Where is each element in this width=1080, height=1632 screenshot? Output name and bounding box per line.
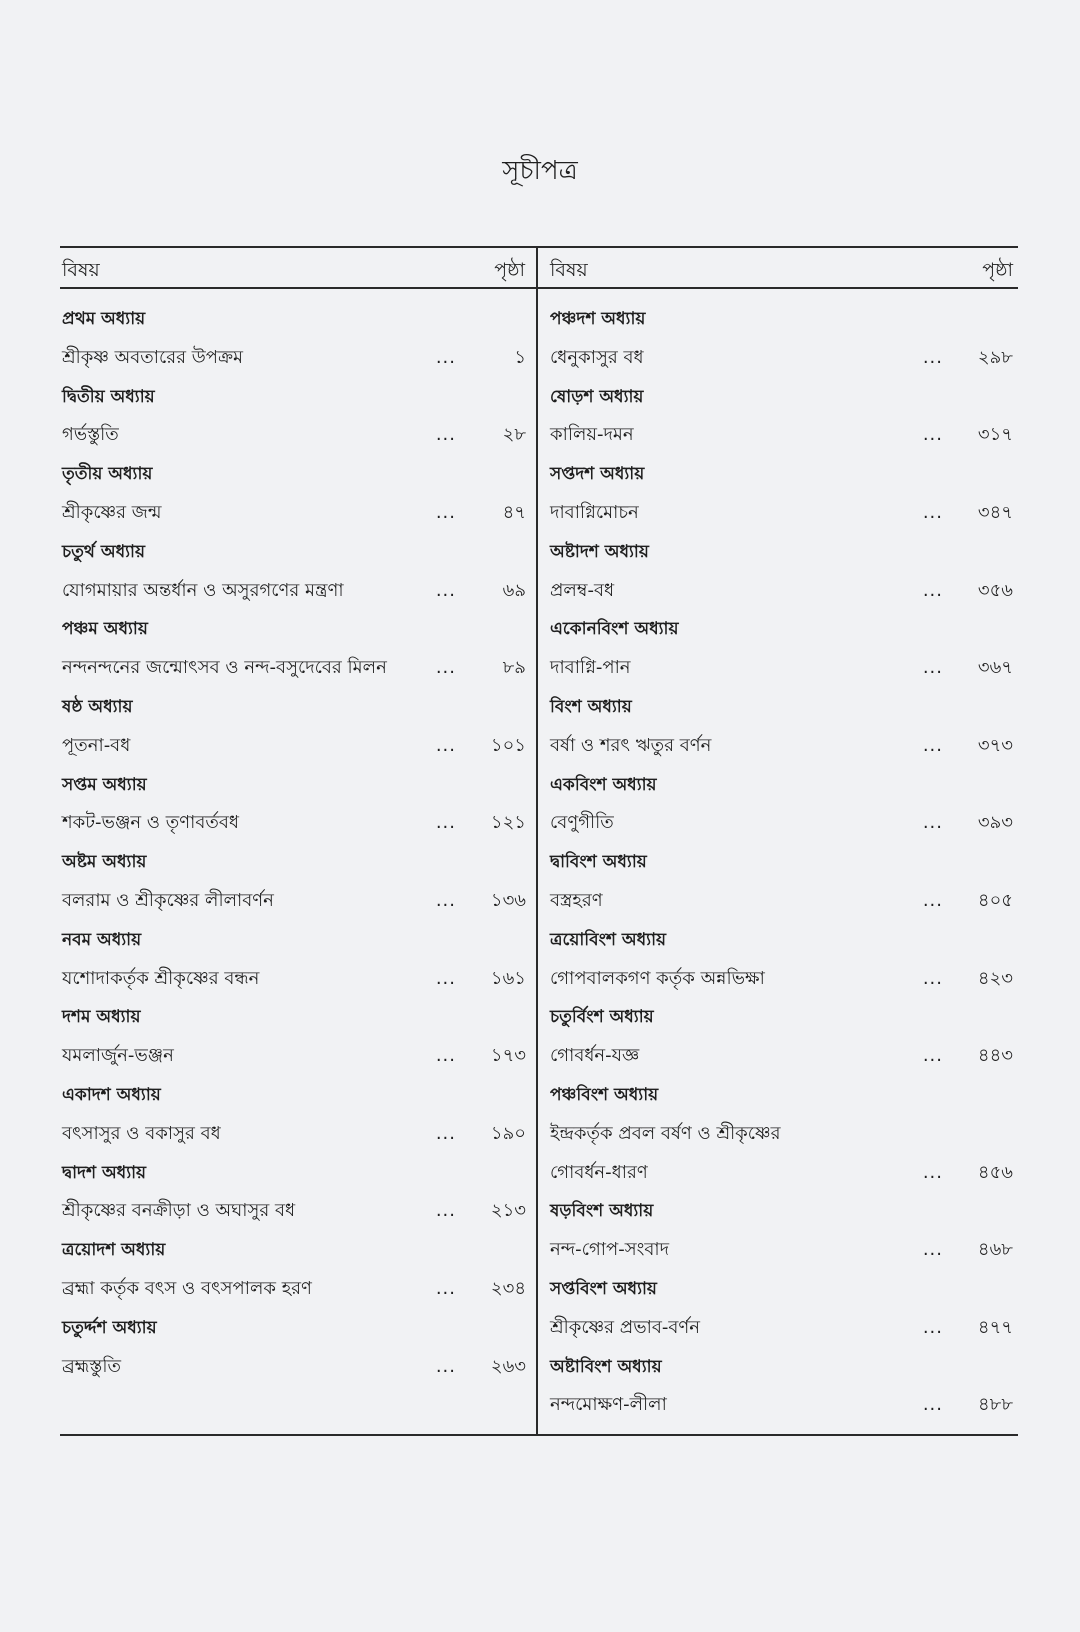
page-number: ৩১৭ [977, 424, 1013, 446]
leader-dots: ... [435, 812, 456, 834]
entry-title: শ্রীকৃষ্ণ অবতারের উপক্রম [62, 346, 244, 368]
entry-title: দাবাগ্নিমোচন [550, 501, 639, 523]
toc-entry [62, 804, 526, 843]
toc-entry [550, 960, 1013, 999]
page-title: সূচীপত্র [502, 156, 578, 186]
page-number: ৪৭ [502, 501, 526, 523]
left-header-subject: বিষয় [62, 259, 100, 281]
leader-dots: ... [435, 501, 456, 523]
toc-entry [550, 1037, 1013, 1076]
leader-dots: ... [435, 889, 456, 911]
leader-dots: ... [435, 579, 456, 601]
entry-title: শ্রীকৃষ্ণের জন্ম [62, 501, 162, 523]
chapter-heading: অষ্টাদশ অধ্যায় [550, 541, 649, 562]
chapter-heading: নবম অধ্যায় [62, 929, 142, 950]
page-number: ১০১ [490, 734, 526, 756]
toc-entry [62, 416, 526, 455]
toc-entry [550, 804, 1013, 843]
chapter-heading: ষোড়শ অধ্যায় [550, 386, 644, 407]
toc-entry [62, 649, 526, 688]
chapter-heading: পঞ্চদশ অধ্যায় [550, 309, 646, 329]
entry-title: গোবর্ধন-ধারণ [550, 1161, 648, 1183]
toc-entry [62, 339, 526, 378]
toc-entry [62, 727, 526, 766]
chapter-heading: একবিংশ অধ্যায় [550, 774, 657, 795]
toc-entry [550, 339, 1013, 378]
entry-title: শকট-ভঞ্জন ও তৃণাবর্তবধ [62, 812, 240, 834]
column-divider [536, 246, 538, 1436]
page-number: ২৬৩ [490, 1355, 526, 1377]
chapter-heading: ত্রয়োদশ অধ্যায় [62, 1240, 166, 1261]
leader-dots: ... [435, 424, 456, 446]
entry-title: নন্দনন্দনের জন্মোৎসব ও নন্দ-বসুদেবের মিলন [62, 657, 387, 679]
page-number: ৪৪৩ [977, 1045, 1013, 1067]
page-number: ৪৬৮ [977, 1239, 1013, 1261]
chapter-heading: ত্রয়োবিংশ অধ্যায় [550, 929, 667, 950]
page-number: ৩৪৭ [977, 501, 1013, 523]
page-number: ১৯০ [490, 1122, 526, 1144]
entry-title: নন্দ-গোপ-সংবাদ [550, 1239, 670, 1261]
page-number: ৮৯ [502, 657, 526, 679]
toc-entry [550, 1231, 1013, 1270]
entry-title: প্রলম্ব-বধ [550, 579, 615, 601]
chapter-heading: পঞ্চবিংশ অধ্যায় [550, 1084, 659, 1105]
entry-title: গোপবালকগণ কর্তৃক অন্নভিক্ষা [550, 967, 765, 989]
toc-left-column [62, 300, 526, 1386]
toc-entry [550, 1154, 1013, 1193]
page-number: ৪২৩ [977, 967, 1013, 989]
leader-dots: ... [435, 1200, 456, 1222]
chapter-heading: সপ্তদশ অধ্যায় [550, 464, 645, 485]
leader-dots: ... [922, 1239, 943, 1261]
entry-title: যমলার্জুন-ভঞ্জন [62, 1045, 174, 1067]
page-number: ১২১ [490, 812, 526, 834]
page-number: ২১৩ [490, 1200, 526, 1222]
leader-dots: ... [435, 1122, 456, 1144]
toc-entry [62, 1348, 526, 1387]
chapter-heading: প্রথম অধ্যায় [62, 309, 146, 329]
page-number: ২৯৮ [977, 346, 1013, 368]
chapter-heading: দ্বিতীয় অধ্যায় [62, 386, 155, 407]
toc-right-column [550, 300, 1013, 1425]
entry-title: দাবাগ্নি-পান [550, 657, 631, 679]
toc-entry [550, 494, 1013, 533]
entry-title: ইন্দ্রকর্তৃক প্রবল বর্ষণ ও শ্রীকৃষ্ণের [550, 1122, 781, 1144]
leader-dots: ... [922, 1316, 943, 1338]
page-number: ২৮ [502, 424, 526, 446]
right-header-page: পৃষ্ঠা [982, 259, 1013, 281]
entry-title: যোগমায়ার অন্তর্ধান ও অসুরগণের মন্ত্রণা [62, 579, 344, 601]
leader-dots: ... [922, 967, 943, 989]
toc-entry [62, 1192, 526, 1231]
page-number: ৩৭৩ [977, 734, 1013, 756]
toc-entry [62, 960, 526, 999]
entry-title: ব্রহ্মা কর্তৃক বৎস ও বৎসপালক হরণ [62, 1277, 312, 1299]
leader-dots: ... [435, 1355, 456, 1377]
toc-entry [62, 572, 526, 611]
leader-dots: ... [922, 734, 943, 756]
page-number: ৬৯ [502, 579, 526, 601]
toc-entry [62, 1037, 526, 1076]
page-number: ৪৭৭ [977, 1316, 1013, 1338]
chapter-heading: বিংশ অধ্যায় [550, 696, 632, 717]
chapter-heading: অষ্টাবিংশ অধ্যায় [550, 1356, 662, 1377]
toc-entry [550, 1115, 1013, 1154]
chapter-heading: ষষ্ঠ অধ্যায় [62, 696, 133, 717]
chapter-heading: চতুর্থ অধ্যায় [62, 541, 145, 562]
leader-dots: ... [922, 1394, 943, 1416]
chapter-heading: একাদশ অধ্যায় [62, 1084, 161, 1105]
entry-title: বৎসাসুর ও বকাসুর বধ [62, 1122, 221, 1144]
chapter-heading: দ্বাবিংশ অধ্যায় [550, 852, 647, 873]
toc-entry [550, 649, 1013, 688]
page-number: ২৩৪ [490, 1277, 526, 1299]
chapter-heading: দ্বাদশ অধ্যায় [62, 1162, 147, 1183]
page-number: ১ [514, 346, 526, 368]
table-bottom-rule [60, 1434, 1018, 1436]
toc-entry [62, 1115, 526, 1154]
leader-dots: ... [435, 1277, 456, 1299]
entry-title: বেণুগীতি [550, 812, 614, 834]
page-number: ৪০৫ [977, 889, 1013, 911]
leader-dots: ... [922, 1045, 943, 1067]
leader-dots: ... [922, 889, 943, 911]
chapter-heading: পঞ্চম অধ্যায় [62, 619, 148, 640]
leader-dots: ... [922, 501, 943, 523]
entry-title: বর্ষা ও শরৎ ঋতুর বর্ণন [550, 734, 712, 756]
toc-entry [62, 1270, 526, 1309]
leader-dots: ... [922, 657, 943, 679]
chapter-heading: সপ্তবিংশ অধ্যায় [550, 1278, 657, 1299]
leader-dots: ... [922, 1161, 943, 1183]
right-header-subject: বিষয় [550, 259, 588, 281]
chapter-heading: একোনবিংশ অধ্যায় [550, 619, 679, 640]
leader-dots: ... [435, 346, 456, 368]
page-number: ৪৫৬ [977, 1161, 1013, 1183]
toc-entry [62, 882, 526, 921]
page-number: ১৩৬ [490, 889, 526, 911]
chapter-heading: তৃতীয় অধ্যায় [62, 464, 153, 485]
toc-entry [550, 882, 1013, 921]
leader-dots: ... [922, 579, 943, 601]
entry-title: ধেনুকাসুর বধ [550, 346, 644, 368]
toc-entry [550, 727, 1013, 766]
entry-title: গোবর্ধন-যজ্ঞ [550, 1045, 640, 1067]
entry-title: ব্রহ্মস্তুতি [62, 1355, 122, 1377]
chapter-heading: ষড়বিংশ অধ্যায় [550, 1201, 654, 1222]
leader-dots: ... [435, 734, 456, 756]
leader-dots: ... [435, 967, 456, 989]
header-rule [60, 287, 1018, 289]
chapter-heading: চতুর্দ্দশ অধ্যায় [62, 1317, 157, 1338]
chapter-heading: অষ্টম অধ্যায় [62, 852, 147, 873]
entry-title: যশোদাকর্তৃক শ্রীকৃষ্ণের বন্ধন [62, 967, 260, 989]
page-number: ৪৮৮ [977, 1394, 1013, 1416]
page-number: ৩৯৩ [977, 812, 1013, 834]
entry-title: গর্ভস্তুতি [62, 424, 119, 446]
toc-entry [550, 572, 1013, 611]
chapter-heading: চতুর্বিংশ অধ্যায় [550, 1007, 654, 1028]
leader-dots: ... [922, 812, 943, 834]
page-number: ১৭৩ [490, 1045, 526, 1067]
leader-dots: ... [922, 346, 943, 368]
entry-title: বস্ত্রহরণ [550, 889, 603, 911]
toc-entry [550, 1309, 1013, 1348]
table-top-rule [60, 246, 1018, 248]
chapter-heading: সপ্তম অধ্যায় [62, 774, 147, 795]
page-number: ১৬১ [490, 967, 526, 989]
page-number: ৩৫৬ [977, 579, 1013, 601]
chapter-heading: দশম অধ্যায় [62, 1007, 141, 1028]
entry-title: শ্রীকৃষ্ণের বনক্রীড়া ও অঘাসুর বধ [62, 1200, 296, 1222]
entry-title: পূতনা-বধ [62, 734, 131, 756]
toc-entry [550, 1386, 1013, 1425]
toc-entry [550, 416, 1013, 455]
leader-dots: ... [435, 1045, 456, 1067]
toc-entry [62, 494, 526, 533]
entry-title: কালিয়-দমন [550, 424, 634, 446]
left-header-page: পৃষ্ঠা [494, 259, 525, 281]
page-number: ৩৬৭ [977, 657, 1013, 679]
entry-title: নন্দমোক্ষণ-লীলা [550, 1394, 667, 1416]
entry-title: শ্রীকৃষ্ণের প্রভাব-বর্ণন [550, 1316, 701, 1338]
leader-dots: ... [435, 657, 456, 679]
entry-title: বলরাম ও শ্রীকৃষ্ণের লীলাবর্ণন [62, 889, 274, 911]
leader-dots: ... [922, 424, 943, 446]
